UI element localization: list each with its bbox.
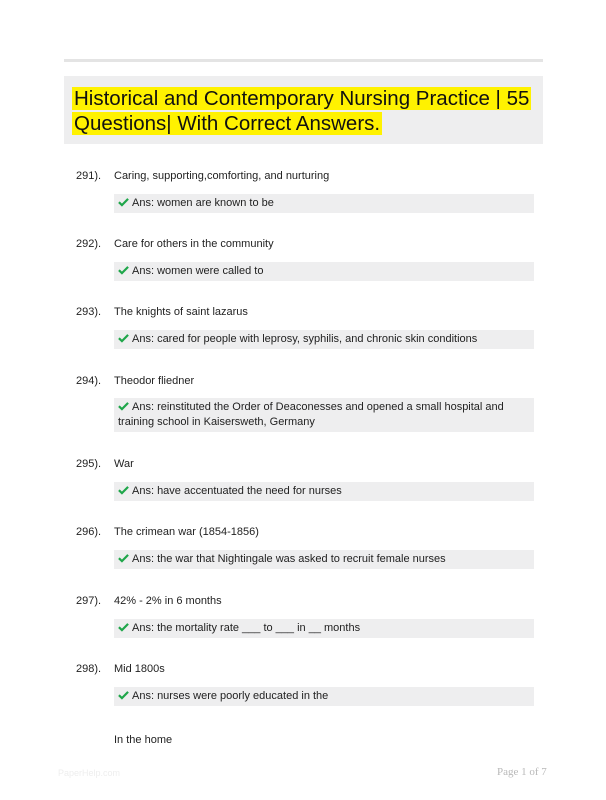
question-text: Theodor fliedner [114, 375, 195, 387]
question-text: Caring, supporting,comforting, and nurturing [114, 170, 330, 182]
answer-text: Ans: reinstituted the Order of Deaconesses and opened a small hospital and training school in Kaisersweth, Germany [118, 401, 504, 428]
question-number: 293). [76, 306, 102, 318]
question-number: 298). [76, 663, 102, 675]
answer-box [114, 550, 534, 569]
answer-box [114, 194, 534, 213]
question-number: 291). [76, 170, 102, 182]
check-icon [118, 401, 129, 411]
answer-box [114, 687, 534, 706]
answer-text: Ans: the war that Nightingale was asked to recruit female nurses [132, 553, 446, 565]
check-icon [118, 265, 129, 275]
answer-box [114, 619, 534, 638]
answer-text: Ans: women are known to be [132, 197, 274, 209]
question-number: 295). [76, 458, 102, 470]
check-icon [118, 690, 129, 700]
question-text: Mid 1800s [114, 663, 165, 675]
answer-text: Ans: women were called to [132, 265, 264, 277]
answer-box [114, 262, 534, 281]
page-indicator: Page 1 of 7 [497, 766, 547, 778]
check-icon [118, 333, 129, 343]
question-text: The crimean war (1854-1856) [114, 526, 259, 538]
question-number: 292). [76, 238, 102, 250]
question-text: War [114, 458, 134, 470]
answer-box [114, 482, 534, 501]
answer-box [114, 398, 534, 432]
answer-text: Ans: the mortality rate ___ to ___ in __ months [132, 622, 361, 634]
check-icon [118, 553, 129, 563]
top-rule [64, 59, 543, 62]
question-text: 42% - 2% in 6 months [114, 595, 222, 607]
check-icon [118, 622, 129, 632]
answer-box [114, 330, 534, 349]
question-text: Care for others in the community [114, 238, 274, 250]
question-number: 294). [76, 375, 102, 387]
question-number: 297). [76, 595, 102, 607]
question-text: The knights of saint lazarus [114, 306, 248, 318]
check-icon [118, 197, 129, 207]
check-icon [118, 485, 129, 495]
footer-watermark: PaperHelp.com [58, 768, 121, 778]
answer-text: Ans: cared for people with leprosy, syphilis, and chronic skin conditions [132, 333, 478, 345]
answer-text: Ans: have accentuated the need for nurses [132, 485, 342, 497]
document-title: Historical and Contemporary Nursing Practice | 55 Questions| With Correct Answers. [74, 87, 530, 135]
question-number: 296). [76, 526, 102, 538]
answer-text: Ans: nurses were poorly educated in the [132, 690, 329, 702]
trailing-text: In the home [114, 734, 173, 746]
title-box [64, 76, 543, 144]
